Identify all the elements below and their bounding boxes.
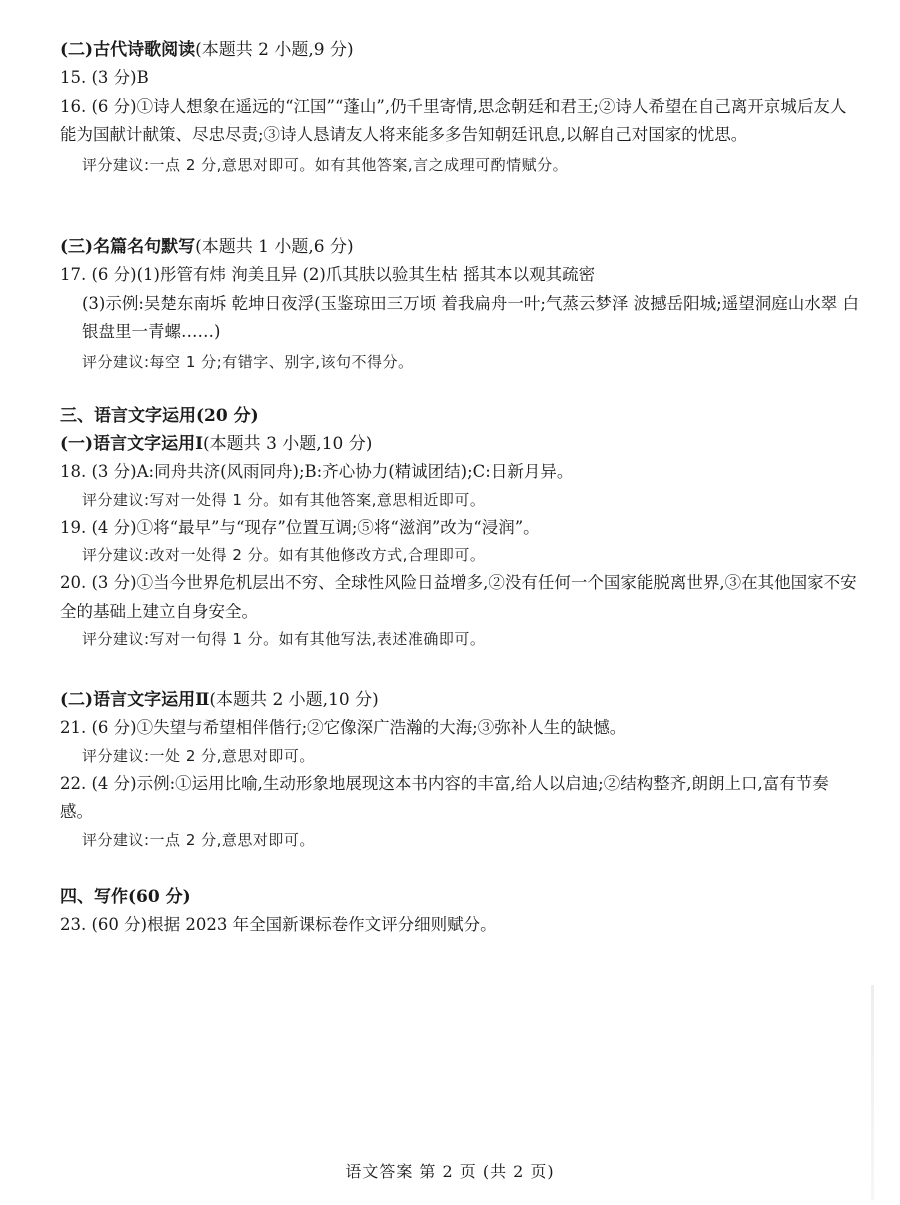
- language-sub2-section: [60, 686, 860, 854]
- answer-q17-line2: (3)示例:吴楚东南坼 乾坤日夜浮(玉鉴琼田三万顷 着我扁舟一叶;气蒸云梦泽 波撼岳阳城;遥望洞庭山水翠 白银盘里一青螺……): [82, 293, 859, 341]
- scoring-note-q17: 评分建议:每空 1 分;有错字、别字,该句不得分。: [82, 352, 414, 371]
- language-sub1-heading-rest: (本题共 3 小题,10 分): [203, 434, 373, 454]
- recite-section: [60, 233, 860, 376]
- poetry-section: [60, 36, 860, 179]
- answer-q22: 22. (4 分)示例:①运用比喻,生动形象地展现这本书内容的丰富,给人以启迪;②结构整齐,朗朗上口,富有节奏感。: [60, 773, 829, 821]
- scoring-note-q16: 评分建议:一点 2 分,意思对即可。如有其他答案,言之成理可酌情赋分。: [82, 155, 569, 174]
- page-footer: 语文答案 第 2 页 (共 2 页): [345, 1162, 555, 1181]
- answer-q16: 16. (6 分)①诗人想象在遥远的“江国”“蓬山”,仍千里寄情,思念朝廷和君王;②诗人希望在自己离开京城后友人能为国献计献策、尽忠尽责;③诗人恳请友人将来能多多告知朝廷讯息,以解自己对国家的忧思。: [60, 96, 847, 144]
- poetry-heading-rest: (本题共 2 小题,9 分): [195, 40, 354, 60]
- answer-q21: 21. (6 分)①失望与希望相伴偕行;②它像深广浩瀚的大海;③弥补人生的缺憾。: [60, 718, 627, 737]
- writing-heading: 四、写作(60 分): [60, 887, 191, 907]
- answer-q18: 18. (3 分)A:同舟共济(风雨同舟);B:齐心协力(精诚团结);C:日新月异。: [60, 462, 574, 481]
- poetry-heading: [60, 36, 860, 64]
- scoring-note-q19: 评分建议:改对一处得 2 分。如有其他修改方式,合理即可。: [82, 546, 486, 564]
- language-sub1-heading: [60, 430, 860, 458]
- recite-heading-rest: (本题共 1 小题,6 分): [195, 237, 354, 257]
- recite-heading: [60, 233, 860, 261]
- recite-heading-bold: (三)名篇名句默写: [60, 237, 196, 257]
- answer-q19: 19. (4 分)①将“最早”与“现存”位置互调;⑤将“滋润”改为“浸润”。: [60, 517, 540, 537]
- poetry-heading-bold: (二)古代诗歌阅读: [60, 40, 196, 60]
- scoring-note-q18: 评分建议:写对一处得 1 分。如有其他答案,意思相近即可。: [82, 490, 486, 509]
- language-sub2-heading: [60, 686, 860, 714]
- answer-q23: 23. (60 分)根据 2023 年全国新课标卷作文评分细则赋分。: [60, 915, 497, 934]
- language-sub2-heading-rest: (本题共 2 小题,10 分): [209, 690, 379, 710]
- scoring-note-q21: 评分建议:一处 2 分,意思对即可。: [82, 746, 315, 765]
- answer-q15: 15. (3 分)B: [60, 68, 149, 87]
- language-sub1-heading-bold: (一)语言文字运用Ⅰ: [60, 434, 204, 454]
- writing-section: [60, 883, 860, 940]
- scoring-note-q22: 评分建议:一点 2 分,意思对即可。: [82, 830, 315, 849]
- language-section: [60, 402, 860, 653]
- scoring-note-q20: 评分建议:写对一句得 1 分。如有其他写法,表述准确即可。: [82, 630, 486, 648]
- answer-q17-line1: 17. (6 分)(1)彤管有炜 洵美且异 (2)爪其肤以验其生枯 摇其本以观其疏密: [60, 265, 596, 284]
- language-heading: 三、语言文字运用(20 分): [60, 406, 259, 426]
- language-sub2-heading-bold: (二)语言文字运用Ⅱ: [60, 690, 210, 710]
- answer-q20: 20. (3 分)①当今世界危机层出不穷、全球性风险日益增多,②没有任何一个国家能脱离世界,③在其他国家不安全的基础上建立自身安全。: [60, 573, 857, 621]
